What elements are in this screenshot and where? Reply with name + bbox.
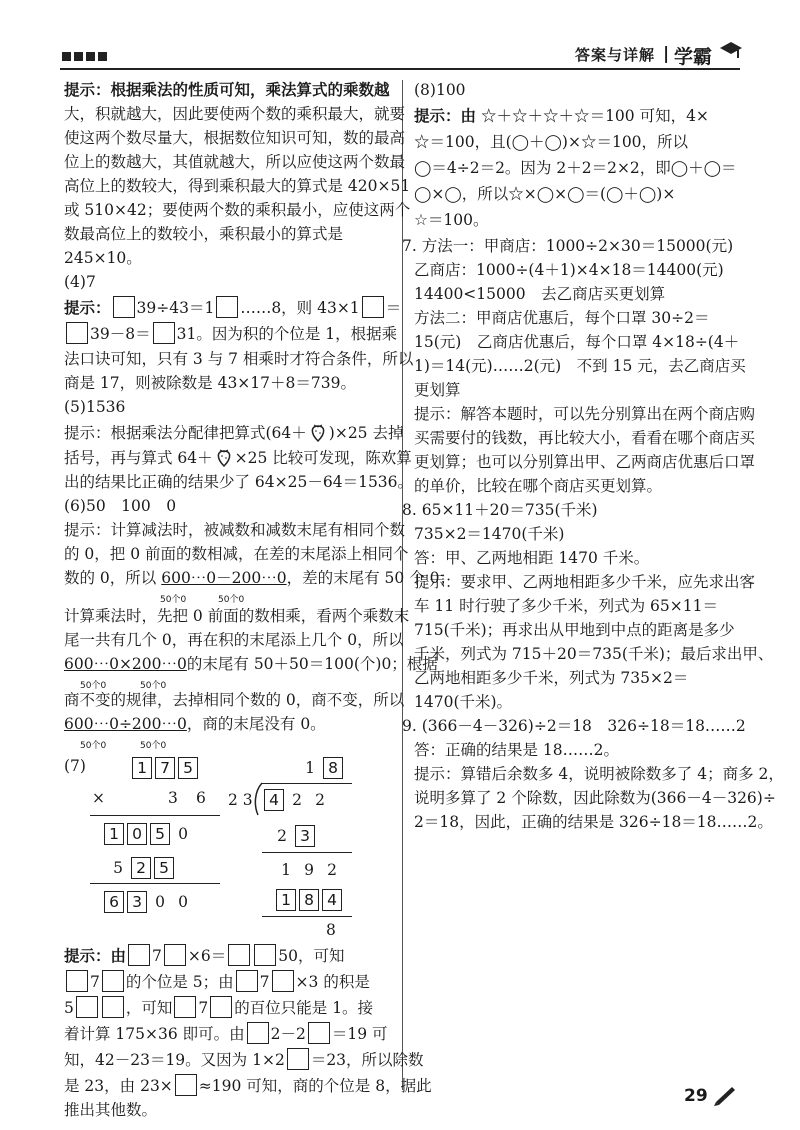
text-line: 7. 方法一：甲商店：1000÷2×30＝15000(元)	[402, 237, 734, 255]
underbrace-note: 50个0	[80, 681, 107, 691]
text-line: 乙商店：1000÷(4＋1)×4×18＝14400(元)	[414, 261, 724, 279]
mult-row-4	[108, 856, 177, 880]
text: 5	[64, 999, 74, 1017]
blank-box	[113, 296, 135, 318]
circle-icon: ◯	[567, 185, 585, 203]
text: ，差的末尾有 50 个 0；	[286, 569, 455, 587]
text: ＝100。	[427, 211, 489, 229]
text: 是 23，由 23×	[64, 1077, 173, 1095]
text: 的末尾有 50＋50＝100(个)0；根据	[186, 655, 438, 673]
text: 提示：由	[64, 947, 127, 965]
header-title: 答案与详解	[575, 46, 656, 64]
text: ＝100，所以	[596, 133, 689, 151]
text: 的百位只能是 1。接	[234, 999, 374, 1017]
blank-box	[228, 944, 250, 966]
text-line: 计算乘法时，先把 0 前面的数相乘，看两个乘数末	[64, 607, 410, 625]
blank-box	[175, 1074, 197, 1096]
hint-line	[64, 296, 401, 320]
text-line: 的单价，比较在哪个商店买更划算。	[414, 477, 663, 495]
text: )×25 去掉	[328, 424, 404, 442]
div-row	[276, 888, 345, 912]
text-line: 买需要付的钱数，再比较大小，看看在哪个商店买	[414, 429, 756, 447]
text-line: 1)＝14(元)……2(元) 不到 15 元，去乙商店买	[414, 357, 746, 375]
text-line: 位上的数越大，其值就越大，所以应使这两个数最	[64, 153, 406, 171]
digit-cell: 5	[178, 757, 198, 779]
text-line: 或 510×42；要使两个数的乘积最小，应使这两个	[64, 201, 411, 219]
text: 知，42－23＝19。又因为 1×2	[64, 1051, 285, 1069]
star-icon: ☆	[414, 133, 430, 151]
text-line	[414, 182, 675, 206]
quotient-row	[300, 756, 346, 780]
rule	[262, 916, 352, 917]
blank-box	[216, 296, 238, 318]
blank-box	[174, 996, 196, 1018]
text-line	[64, 566, 455, 590]
text-line: 商是 17，则被除数是 43×17＋8＝739。	[64, 374, 356, 392]
strawberry-icon	[213, 446, 235, 468]
digit-cell: 1	[276, 889, 296, 911]
text-line: 答：甲、乙两地相距 1470 千米。	[414, 549, 650, 567]
text-line: 15(元) 乙商店优惠后，每个口罩 4×18÷(4＋	[414, 333, 740, 351]
header-separator: |	[663, 44, 670, 64]
digit-cell: 3	[127, 891, 147, 913]
text: ＋	[558, 107, 575, 125]
text: ×	[523, 185, 537, 203]
text: ＝19 可	[331, 1025, 388, 1043]
rule	[90, 815, 220, 816]
page-header	[0, 0, 800, 75]
text: ×	[431, 185, 445, 203]
answer-label: (8)100	[414, 81, 466, 99]
answer-label: (5)1536	[64, 398, 126, 416]
text: 括号，再与算式 64＋	[64, 449, 213, 467]
hint-line	[414, 104, 709, 128]
text-line: 千米，列式为 715＋20＝735(千米)；最后求出甲、	[414, 645, 774, 663]
digit-cell: 7	[155, 757, 175, 779]
text: 数的 0，所以	[64, 569, 162, 587]
text: 31。因为积的个位是 1，根据乘	[176, 325, 398, 343]
digit: 2	[277, 827, 287, 845]
circle-icon: ◯	[638, 185, 657, 203]
blank-box	[164, 944, 186, 966]
star-icon: ☆	[580, 133, 597, 151]
text-line	[64, 1048, 424, 1072]
hint-line: 提示：算错后余数多 4，说明被除数多了 4；商多 2，	[414, 765, 784, 783]
blank-box	[236, 970, 258, 992]
text: ＝100，且(	[429, 133, 512, 151]
text: ，可知	[125, 999, 173, 1017]
text: 提示：根据乘法的性质可知，乘法算式的乘数越	[64, 81, 390, 99]
digit-cell: 4	[264, 789, 284, 811]
digit-cell: 8	[323, 757, 343, 779]
digit: 2	[315, 791, 325, 809]
mult-digit: 6	[196, 789, 206, 807]
header-brand: 学霸	[674, 46, 713, 68]
star-icon: ☆	[508, 185, 524, 203]
text: ＋	[527, 107, 544, 125]
text-line: 735×2＝1470(千米)	[414, 525, 565, 543]
text: 7	[198, 999, 209, 1017]
circle-icon: ◯	[414, 159, 432, 177]
text-line: 车 11 时行驶了多少千米，列式为 65×11＝	[414, 597, 718, 615]
text-line: 8. 65×11＋20＝735(千米)	[402, 501, 598, 519]
circle-icon: ◯	[511, 133, 530, 151]
circle-icon: ◯	[670, 159, 689, 177]
circle-icon: ◯	[606, 185, 624, 203]
text-line: 出的结果比正确的结果少了 64×25－64＝1536。	[64, 473, 414, 491]
text: ＝23，所以除数	[310, 1051, 424, 1069]
digit: 5	[113, 859, 123, 877]
text-line: 方法二：甲商店优惠后，每个口罩 30÷2＝	[414, 309, 710, 327]
digit-cell: 5	[154, 857, 174, 879]
divisor-text: 2 3	[228, 791, 253, 809]
text: ＝100 可知，4×	[589, 107, 709, 125]
text: 的个位是 5；由	[125, 973, 234, 991]
digit-cell: 5	[150, 823, 170, 845]
text-line	[64, 1074, 432, 1098]
text-line: 高位上的数较大，得到乘积最大的算式是 420×51	[64, 177, 411, 195]
blank-box	[272, 970, 294, 992]
pencil-icon	[712, 1084, 738, 1106]
text: ，商的末尾没有 0。	[186, 715, 326, 733]
text: ×3 的积是	[295, 973, 370, 991]
star-icon: ☆	[543, 107, 559, 125]
strawberry-icon	[307, 421, 329, 443]
digit-cell: 2	[131, 857, 151, 879]
text: 39÷43＝1	[136, 299, 215, 317]
blank-box	[128, 944, 150, 966]
circle-icon: ◯	[544, 133, 562, 151]
underbrace-note: 50个0	[160, 595, 187, 605]
text-line: 乙两地相距多少千米，列式为 735×2＝	[414, 669, 689, 687]
digit: 1	[281, 861, 291, 879]
header-square-2	[74, 52, 83, 61]
text-line: 更划算；也可以分别算出甲、乙两商店优惠后口罩	[414, 453, 756, 471]
graduation-cap-icon	[718, 38, 744, 64]
star-icon: ☆	[574, 107, 590, 125]
text: ＋	[496, 107, 512, 125]
digit: 2	[327, 861, 337, 879]
text-line: 1470(千米)。	[414, 693, 513, 711]
mult-row-1	[132, 756, 201, 780]
text: 7	[152, 947, 162, 965]
blank-box	[247, 1022, 269, 1044]
star-icon: ☆	[414, 211, 428, 229]
text: ＋	[623, 185, 639, 203]
digit-cell: 3	[295, 825, 315, 847]
star-icon: ☆	[480, 107, 497, 125]
text: ＝(	[584, 185, 607, 203]
text: 7	[90, 973, 100, 991]
header-square-4	[98, 52, 107, 61]
text: ……8，则 43×1	[240, 299, 360, 317]
text-line	[64, 322, 397, 346]
text-line: 715(千米)；再求出从甲地到中点的距离是多少	[414, 621, 735, 639]
division-bar	[262, 783, 352, 784]
text-line	[414, 208, 489, 232]
blank-box	[287, 1048, 309, 1070]
text-line: 使这两个数尽量大，根据数位知识可知，数的最高	[64, 129, 406, 147]
remainder: 8	[326, 921, 336, 939]
blank-box	[210, 996, 232, 1018]
div-row	[276, 858, 342, 882]
circle-icon: ◯	[703, 159, 722, 177]
hint-line	[64, 421, 403, 445]
hint-line: 提示：要求甲、乙两地相距多少千米，应先求出客	[414, 573, 756, 591]
mult-row-5	[104, 890, 193, 914]
blank-box	[76, 996, 98, 1018]
underbrace-note: 50个0	[80, 741, 107, 751]
text: ＋	[688, 159, 704, 177]
text: ×	[554, 185, 568, 203]
mult-row-3	[104, 822, 193, 846]
div-row	[272, 824, 318, 848]
text-line: 14400<15000 去乙商店买更划算	[414, 285, 666, 303]
underbrace-note: 50个0	[140, 741, 167, 751]
rule	[262, 852, 352, 853]
text-line: 大，积就越大，因此要使两个数的乘积最大，就要	[64, 105, 406, 123]
text-line: 更划算	[414, 381, 461, 399]
circle-icon: ◯	[536, 185, 555, 203]
text-line: 数最高位上的数较小，乘积最小的算式是	[64, 225, 344, 243]
underbrace-expression: 600⋯0÷200⋯0	[64, 715, 187, 733]
underbrace-expression: 600⋯0－200⋯0	[161, 569, 287, 587]
text-line	[64, 652, 438, 676]
blank-box	[362, 296, 384, 318]
digit-cell: 4	[322, 889, 342, 911]
text: 39－8＝	[90, 325, 151, 343]
digit-cell: 1	[132, 757, 152, 779]
digit-cell: 6	[104, 891, 124, 913]
text: ×25 比较可发现，陈欢算	[234, 449, 412, 467]
text: ＝	[721, 159, 737, 177]
text-line: 的 0，把 0 前面的数相减，在差的末尾添上相同个	[64, 545, 409, 563]
circle-icon: ◯	[414, 185, 432, 203]
divisor	[228, 788, 253, 812]
text-line: 答：正确的结果是 18……2。	[414, 741, 620, 759]
hint-line: 提示：解答本题时，可以先分别算出在两个商店购	[414, 405, 756, 423]
underbrace-note: 50个0	[140, 681, 167, 691]
blank-box	[102, 996, 124, 1018]
text-line: 245×10。	[64, 249, 142, 267]
text-line: 2＝18，因此，正确的结果是 326÷18＝18……2。	[414, 813, 773, 831]
text-line	[414, 156, 737, 180]
header-rule	[60, 68, 740, 70]
text: 2－2	[270, 1025, 306, 1043]
text-line	[64, 712, 326, 736]
text: 着计算 175×36 即可。由	[64, 1025, 245, 1043]
text: 7	[259, 973, 270, 991]
digit-cell: 1	[104, 823, 124, 845]
text-line: 提示：计算减法时，被减数和减数末尾有相同个数	[64, 521, 406, 539]
text-line: 说明多算了 2 个除数，因此除数为(366－4－326)÷	[414, 789, 776, 807]
digit: 0	[155, 893, 165, 911]
mult-operator: ×	[92, 789, 105, 807]
dividend-row	[264, 788, 330, 812]
header-square-3	[86, 52, 95, 61]
text-line: 9. (366－4－326)÷2＝18 326÷18＝18……2	[402, 717, 746, 735]
text-line: 推出其他数。	[64, 1101, 158, 1119]
text: ×6＝	[187, 947, 227, 965]
text-line: 法口诀可知，只有 3 与 7 相乘时才符合条件，所以	[64, 350, 414, 368]
digit: 1	[305, 759, 315, 777]
digit: 0	[178, 825, 188, 843]
text-line: 尾一共有几个 0，再在积的末尾添上几个 0，所以	[64, 631, 404, 649]
text-line	[64, 970, 370, 994]
text-line: 商不变的规律，去掉相同个数的 0，商不变，所以	[64, 691, 405, 709]
circle-icon: ◯	[444, 185, 462, 203]
blank-box	[308, 1022, 330, 1044]
text: )×	[561, 133, 581, 151]
text: ＋	[529, 133, 545, 151]
text: ＝	[385, 299, 402, 317]
blank-box	[66, 970, 88, 992]
underbrace-note: 50个0	[218, 595, 245, 605]
blank-box	[153, 322, 175, 344]
text-line	[64, 996, 373, 1020]
answer-label: (4)7	[64, 273, 96, 291]
text: 提示：根据乘法分配律把算式(64＋	[64, 424, 307, 442]
digit-cell: 8	[299, 889, 319, 911]
blank-box	[66, 322, 88, 344]
text: 50，可知	[278, 947, 345, 965]
mult-digit: 3	[168, 789, 178, 807]
text-line	[64, 446, 412, 470]
text: ，所以	[461, 185, 509, 203]
answer-label: (7)	[64, 757, 86, 775]
text: 提示：由	[414, 107, 477, 125]
page-number: 29	[684, 1086, 708, 1106]
hint-line	[64, 78, 390, 102]
blank-box	[102, 970, 124, 992]
text: ＝4÷2＝2。因为 2＋2＝2×2，即	[431, 159, 671, 177]
digit: 2	[292, 791, 302, 809]
blank-box	[254, 944, 276, 966]
star-icon: ☆	[511, 107, 528, 125]
text-line	[64, 1022, 388, 1046]
digit-cell: 0	[127, 823, 147, 845]
hint-line	[64, 944, 344, 968]
rule	[90, 883, 220, 884]
header-square-1	[62, 52, 71, 61]
digit: 0	[178, 893, 188, 911]
text-line	[414, 130, 688, 154]
underbrace-expression: 600⋯0×200⋯0	[64, 655, 187, 673]
text: ≈190 可知，商的个位是 8，据此	[198, 1077, 432, 1095]
digit: 9	[304, 861, 314, 879]
text: )×	[656, 185, 676, 203]
answer-label: (6)50 100 0	[64, 497, 177, 515]
hint-label: 提示：	[64, 299, 111, 317]
